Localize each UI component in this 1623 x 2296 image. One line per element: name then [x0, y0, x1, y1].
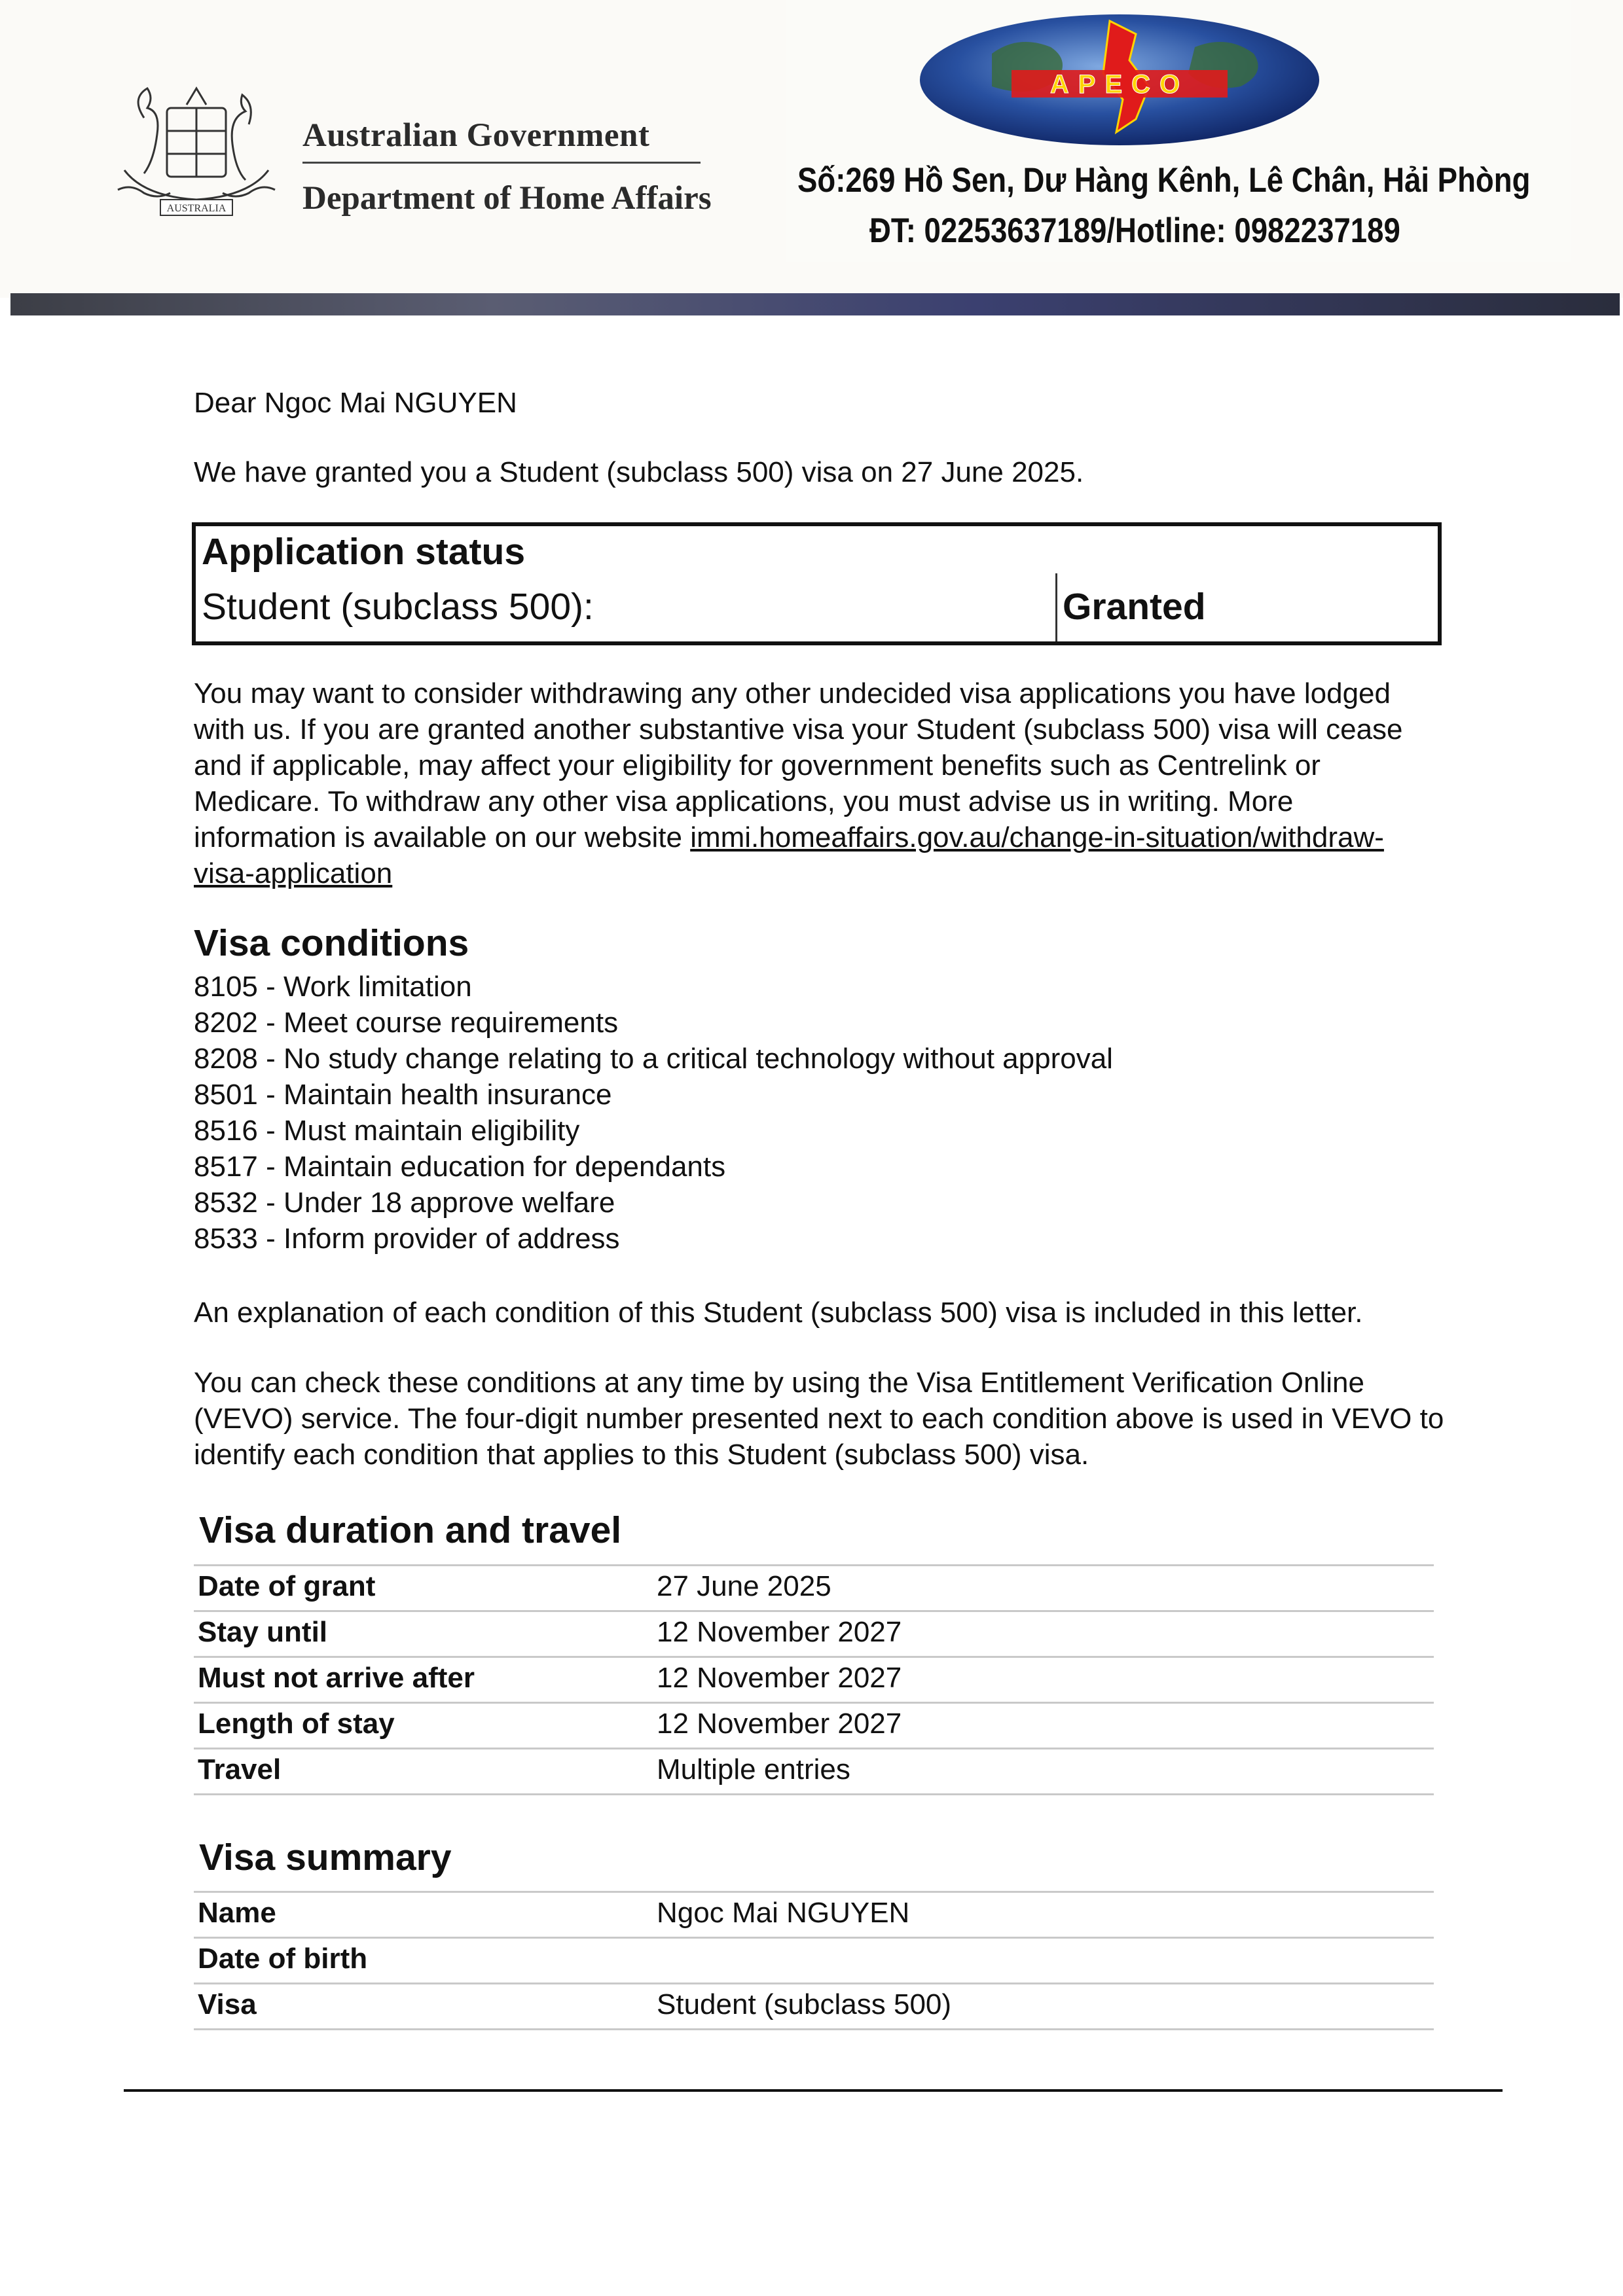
condition-item: 8501 - Maintain health insurance — [194, 1079, 612, 1111]
condition-item: 8105 - Work limitation — [194, 971, 472, 1003]
agency-globe-logo — [913, 8, 1326, 152]
status-value: Granted — [1063, 586, 1206, 628]
row-value: 12 November 2027 — [653, 1657, 1434, 1703]
row-label: Visa — [194, 1984, 653, 2030]
conditions-explanation: An explanation of each condition of this Student (subclass 500) visa is included in this letter. — [194, 1297, 1363, 1329]
status-divider — [1055, 573, 1057, 641]
table-row — [194, 1749, 1434, 1795]
agency-address: Số:269 Hồ Sen, Dư Hàng Kênh, Lê Chân, Hải Phòng — [797, 161, 1531, 200]
withdraw-paragraph — [194, 675, 1425, 891]
condition-item: 8208 - No study change relating to a critical technology without approval — [194, 1043, 1113, 1075]
conditions-list — [194, 969, 1113, 1257]
row-label: Date of birth — [194, 1938, 653, 1984]
row-label: Length of stay — [194, 1703, 653, 1749]
salutation: Dear Ngoc Mai NGUYEN — [194, 387, 517, 419]
row-value: 12 November 2027 — [653, 1611, 1434, 1657]
table-row — [194, 1611, 1434, 1657]
row-label: Date of grant — [194, 1566, 653, 1611]
condition-item: 8532 - Under 18 approve welfare — [194, 1187, 615, 1219]
row-value: Ngoc Mai NGUYEN — [653, 1892, 1434, 1938]
row-value — [653, 1938, 1434, 1984]
duration-heading: Visa duration and travel — [199, 1509, 622, 1551]
table-row — [194, 1938, 1434, 1984]
row-label: Must not arrive after — [194, 1657, 653, 1703]
agency-logo-text: APECO — [1049, 70, 1190, 99]
summary-table — [194, 1891, 1434, 2030]
header-band — [10, 293, 1620, 315]
status-visa-label: Student (subclass 500): — [202, 586, 594, 628]
row-value: Multiple entries — [653, 1749, 1434, 1795]
vevo-paragraph: You can check these conditions at any time by using the Visa Entitlement Verification Online (VEVO) service. The four-digit number presented next to each condition above is used in VEVO to identify each condition that applies to this Student (subclass 500) visa. — [194, 1367, 1444, 1471]
table-row — [194, 1566, 1434, 1611]
row-label: Stay until — [194, 1611, 653, 1657]
table-row — [194, 1984, 1434, 2030]
condition-item: 8516 - Must maintain eligibility — [194, 1115, 580, 1147]
withdraw-text: You may want to consider withdrawing any other undecided visa applications you have lodged with us. If you are granted another substantive visa your Student (subclass 500) visa will cease and if applicable, may affect your eligibility for government benefits such as Centrelink or Medicare. To withdraw any other visa applications, you must advise us in writing. More information is available on our website — [194, 677, 1403, 853]
condition-item: 8202 - Meet course requirements — [194, 1007, 619, 1039]
row-label: Travel — [194, 1749, 653, 1795]
condition-item: 8517 - Maintain education for dependants — [194, 1151, 726, 1183]
duration-table — [194, 1564, 1434, 1795]
row-value: 12 November 2027 — [653, 1703, 1434, 1749]
table-row — [194, 1657, 1434, 1703]
divider — [302, 162, 701, 164]
withdraw-link[interactable]: immi.homeaffairs.gov.au/change-in-situation/withdraw-visa-application — [194, 821, 1384, 889]
table-row — [194, 1703, 1434, 1749]
row-value: Student (subclass 500) — [653, 1984, 1434, 2030]
row-value: 27 June 2025 — [653, 1566, 1434, 1611]
department-name: Department of Home Affairs — [302, 180, 712, 217]
grant-intro: We have granted you a Student (subclass 500) visa on 27 June 2025. — [194, 456, 1084, 488]
government-name: Australian Government — [302, 117, 650, 154]
condition-item: 8533 - Inform provider of address — [194, 1223, 620, 1255]
crest-label: AUSTRALIA — [166, 203, 227, 214]
status-heading: Application status — [202, 531, 526, 573]
conditions-heading: Visa conditions — [194, 922, 469, 964]
coat-of-arms-logo — [98, 79, 295, 219]
row-label: Name — [194, 1892, 653, 1938]
agency-phone: ĐT: 02253637189/Hotline: 0982237189 — [869, 211, 1400, 250]
table-row — [194, 1892, 1434, 1938]
summary-heading: Visa summary — [199, 1837, 452, 1878]
footer-divider — [124, 2089, 1503, 2092]
